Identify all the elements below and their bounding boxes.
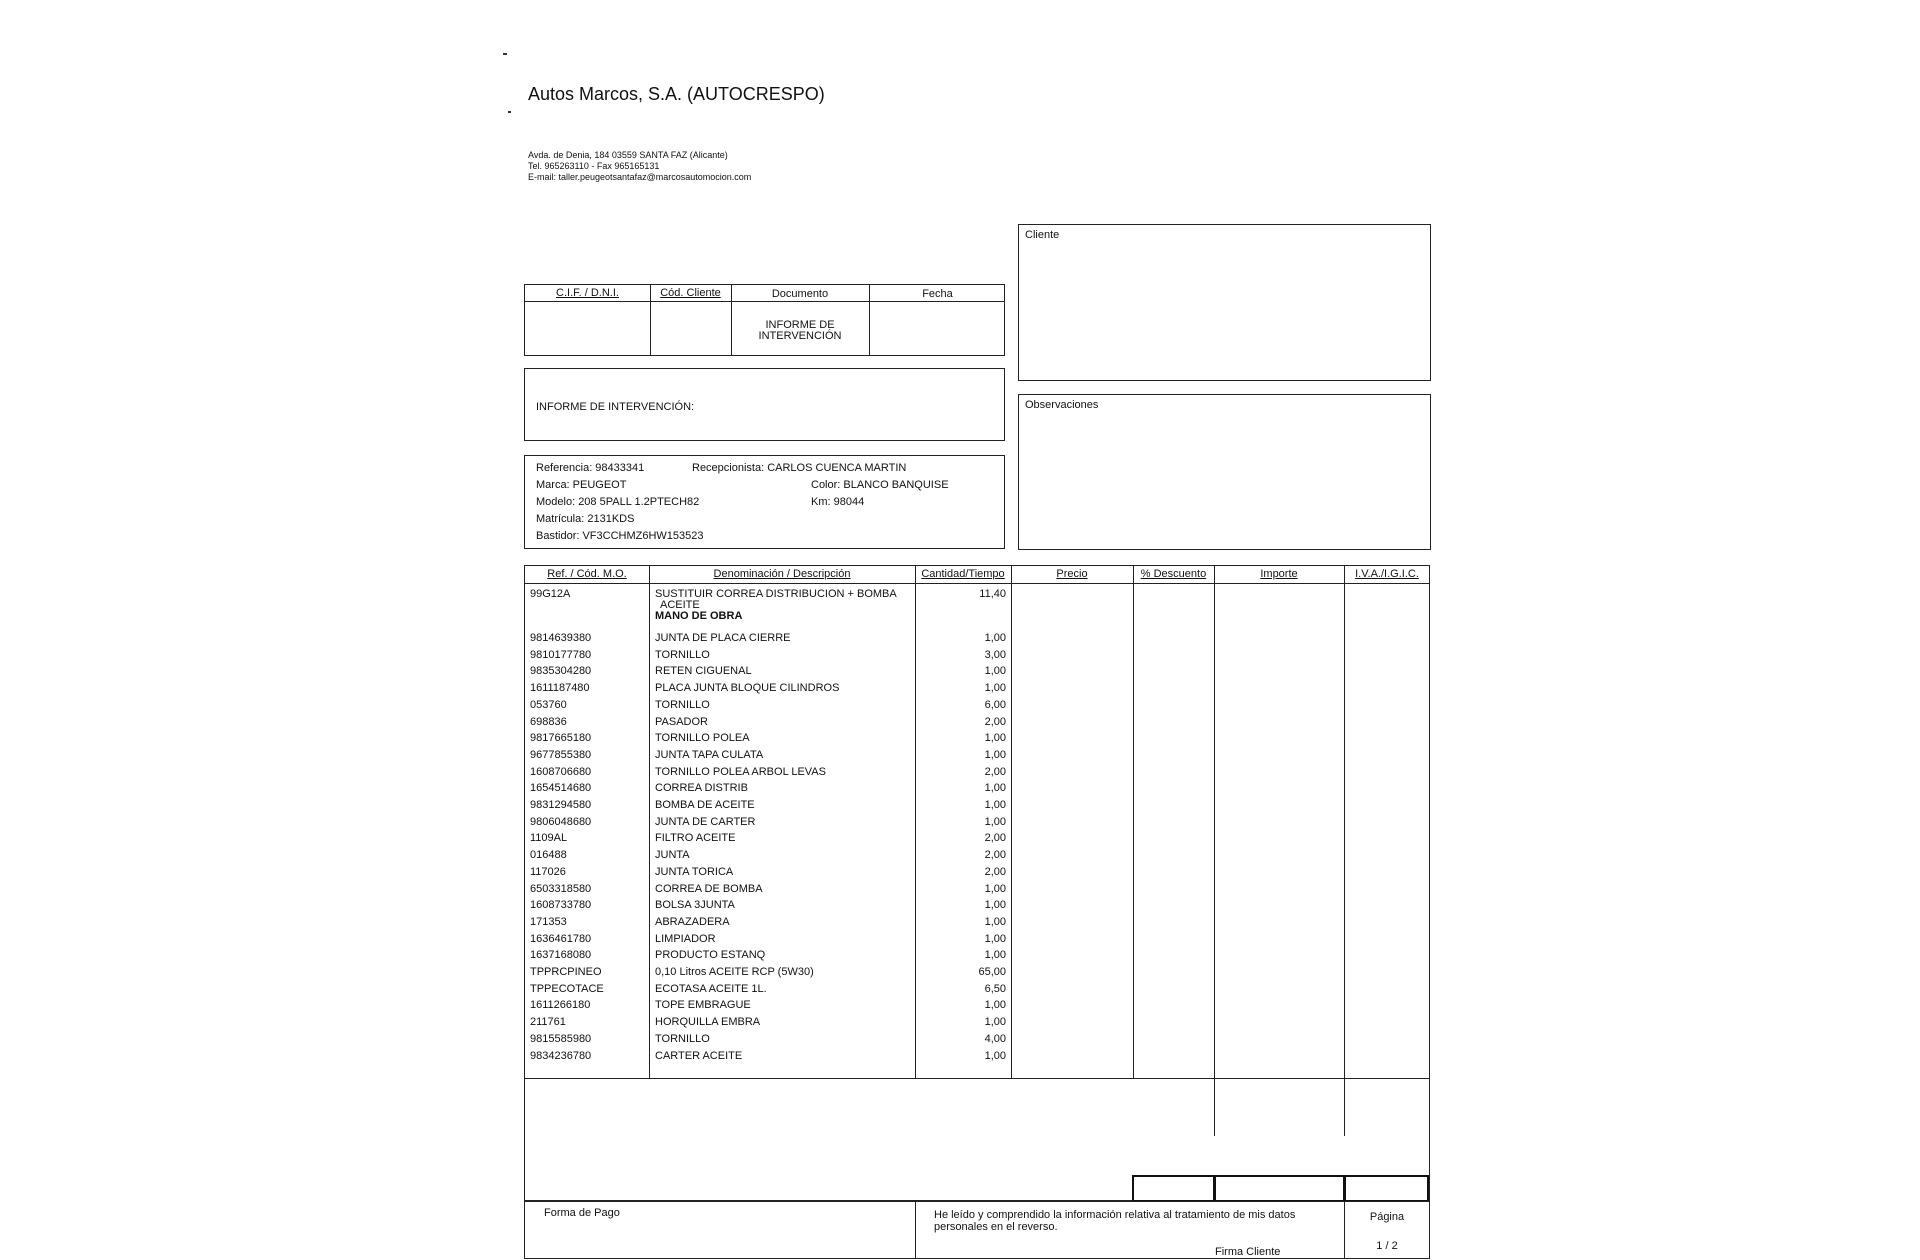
item-qty: 1,00 [984, 682, 1006, 695]
item-qty: 1,00 [984, 949, 1006, 962]
item-desc: FILTRO ACEITE [655, 832, 736, 845]
col-ref-header: Ref. / Cód. M.O. [547, 568, 627, 580]
col-qty-header: Cantidad/Tiempo [921, 568, 1005, 580]
item-qty: 2,00 [984, 849, 1006, 862]
item-desc: JUNTA DE PLACA CIERRE [655, 632, 791, 644]
labor-desc-1: SUSTITUIR CORREA DISTRIBUCION + BOMBA [655, 588, 897, 600]
item-ref: 1109AL [530, 832, 568, 845]
total-box-2 [1214, 1175, 1345, 1202]
item-ref: 9817665180 [530, 732, 592, 745]
item-qty: 1,00 [984, 882, 1006, 895]
item-qty: 1,00 [984, 899, 1006, 912]
item-qty: 1,00 [984, 915, 1006, 928]
footer-box [524, 1201, 1430, 1259]
vehicle-recepcionista: Recepcionista: CARLOS CUENCA MARTIN [692, 462, 907, 474]
labor-ref: 99G12A [530, 588, 571, 600]
item-desc: TOPE EMBRAGUE [655, 999, 751, 1012]
col-desc-header: Denominación / Descripción [713, 568, 851, 580]
item-desc: JUNTA TORICA [655, 865, 734, 878]
observaciones-box [1018, 394, 1431, 550]
item-qty: 65,00 [978, 966, 1006, 978]
vehicle-matricula: Matrícula: 2131KDS [536, 513, 635, 525]
item-desc: LIMPIADOR [655, 932, 716, 945]
labor-desc-3: MANO DE OBRA [655, 610, 743, 622]
item-ref: 9810177780 [530, 648, 592, 661]
item-qty: 2,00 [984, 832, 1006, 845]
items-table [524, 565, 1430, 1201]
col-importe-header: Importe [1260, 568, 1298, 580]
total-box-3 [1344, 1175, 1429, 1202]
item-qty: 1,00 [984, 799, 1006, 811]
item-qty: 1,00 [984, 999, 1006, 1012]
col-iva-header: I.V.A./I.G.I.C. [1355, 568, 1419, 580]
item-qty: 4,00 [984, 1032, 1006, 1045]
item-desc: CARTER ACEITE [655, 1049, 743, 1062]
company-name: Autos Marcos, S.A. (AUTOCRESPO) [528, 84, 825, 104]
informe-title: INFORME DE INTERVENCIÓN: [536, 401, 695, 413]
item-ref: 1654514680 [530, 782, 592, 795]
item-qty: 6,50 [984, 982, 1006, 995]
documento-label: Documento [771, 288, 829, 300]
item-ref: 1637168080 [530, 949, 592, 962]
item-qty: 1,00 [984, 1049, 1006, 1062]
pagina-value: 1 / 2 [1376, 1240, 1398, 1252]
item-ref: 053760 [530, 698, 567, 711]
item-ref: 1608706680 [530, 765, 592, 778]
item-ref: 9834236780 [530, 1049, 592, 1062]
item-desc: TORNILLO POLEA [655, 732, 750, 745]
item-ref: TPPECOTACE [530, 982, 604, 995]
total-box-1 [1132, 1175, 1215, 1202]
item-ref: 9815585980 [530, 1032, 592, 1045]
vehicle-marca: Marca: PEUGEOT [536, 479, 627, 491]
item-qty: 1,00 [984, 782, 1006, 795]
item-ref: 9806048680 [530, 815, 592, 828]
item-ref: 1608733780 [530, 899, 592, 912]
item-ref: 6503318580 [530, 882, 592, 895]
item-ref: 117026 [530, 865, 566, 878]
consent-line-1: He leído y comprendido la información relativa al tratamiento de mis datos [934, 1209, 1296, 1221]
item-desc: ABRAZADERA [655, 915, 730, 928]
observaciones-label: Observaciones [1025, 399, 1099, 411]
item-ref: 1611266180 [530, 999, 591, 1012]
item-qty: 1,00 [984, 665, 1006, 678]
item-ref: 016488 [530, 849, 567, 862]
item-qty: 1,00 [984, 815, 1006, 828]
item-qty: 3,00 [984, 648, 1006, 661]
item-desc: JUNTA TAPA CULATA [655, 748, 764, 761]
forma-pago-label: Forma de Pago [544, 1207, 620, 1219]
col-precio-header: Precio [1056, 568, 1088, 580]
item-desc: PASADOR [655, 715, 708, 728]
item-qty: 1,00 [984, 748, 1006, 761]
cliente-box [1018, 224, 1431, 381]
item-ref: 1636461780 [530, 932, 592, 945]
company-address: Avda. de Denia, 184 03559 SANTA FAZ (Alicante) [528, 150, 728, 160]
item-qty: 1,00 [984, 732, 1006, 745]
labor-desc-2: ACEITE [660, 599, 700, 611]
item-desc: ECOTASA ACEITE 1L. [655, 982, 767, 995]
item-ref: 698836 [530, 715, 567, 728]
item-desc: TORNILLO [655, 698, 710, 711]
item-ref: 9814639380 [530, 632, 592, 644]
vehicle-modelo: Modelo: 208 5PALL 1.2PTECH82 [536, 496, 700, 508]
item-desc: CORREA DE BOMBA [655, 882, 763, 895]
cif-label: C.I.F. / D.N.I. [556, 287, 619, 299]
item-qty: 2,00 [984, 715, 1006, 728]
item-desc: 0,10 Litros ACEITE RCP (5W30) [655, 966, 814, 978]
vehicle-color: Color: BLANCO BANQUISE [811, 479, 949, 491]
consent-line-2: personales en el reverso. [934, 1221, 1058, 1233]
item-qty: 6,00 [984, 698, 1006, 711]
pagina-label: Página [1369, 1211, 1405, 1223]
vehicle-box [524, 455, 1005, 549]
item-ref: TPPRCPINEO [530, 966, 602, 978]
item-ref: 171353 [530, 915, 567, 928]
item-desc: PLACA JUNTA BLOQUE CILINDROS [655, 682, 840, 695]
item-desc: RETEN CIGUENAL [655, 665, 752, 678]
item-desc: TORNILLO [655, 648, 710, 661]
item-desc: PRODUCTO ESTANQ [655, 949, 766, 962]
header-table [524, 284, 1005, 356]
documento-value-2: INTERVENCIÓN [758, 330, 842, 342]
item-ref: 1611187480 [530, 682, 590, 695]
item-desc: TORNILLO [655, 1032, 710, 1045]
scan-speck-left [508, 111, 511, 113]
item-desc: HORQUILLA EMBRA [655, 1016, 761, 1029]
item-desc: JUNTA [655, 849, 690, 862]
item-ref: 211761 [530, 1016, 566, 1029]
item-qty: 1,00 [984, 932, 1006, 945]
item-qty: 2,00 [984, 765, 1006, 778]
cliente-label: Cliente [1025, 229, 1060, 241]
company-phones: Tel. 965263110 - Fax 965165131 [528, 161, 660, 171]
cod-cliente-label: Cód. Cliente [660, 287, 721, 299]
item-ref: 9835304280 [530, 665, 592, 678]
item-ref: 9831294580 [530, 799, 592, 811]
vehicle-km: Km: 98044 [811, 496, 865, 508]
item-desc: BOLSA 3JUNTA [655, 899, 735, 912]
col-descuento-header: % Descuento [1140, 568, 1207, 580]
item-ref: 9677855380 [530, 748, 592, 761]
labor-qty: 11,40 [979, 588, 1006, 600]
documento-value-1: INFORME DE [765, 319, 835, 331]
company-email: E-mail: taller.peugeotsantafaz@marcosautomocion.com [528, 172, 752, 182]
item-desc: BOMBA DE ACEITE [655, 799, 755, 811]
informe-box [524, 368, 1005, 441]
item-qty: 1,00 [984, 632, 1006, 644]
fecha-label: Fecha [922, 288, 953, 300]
item-desc: TORNILLO POLEA ARBOL LEVAS [655, 765, 826, 778]
vehicle-referencia: Referencia: 98433341 [536, 462, 645, 474]
item-desc: JUNTA DE CARTER [655, 815, 756, 828]
firma-cliente-label: Firma Cliente [1215, 1246, 1281, 1258]
scan-speck-top [503, 53, 507, 55]
vehicle-bastidor: Bastidor: VF3CCHMZ6HW153523 [536, 530, 704, 542]
item-qty: 1,00 [984, 1016, 1006, 1029]
item-desc: CORREA DISTRIB [655, 782, 748, 795]
item-qty: 2,00 [984, 865, 1006, 878]
